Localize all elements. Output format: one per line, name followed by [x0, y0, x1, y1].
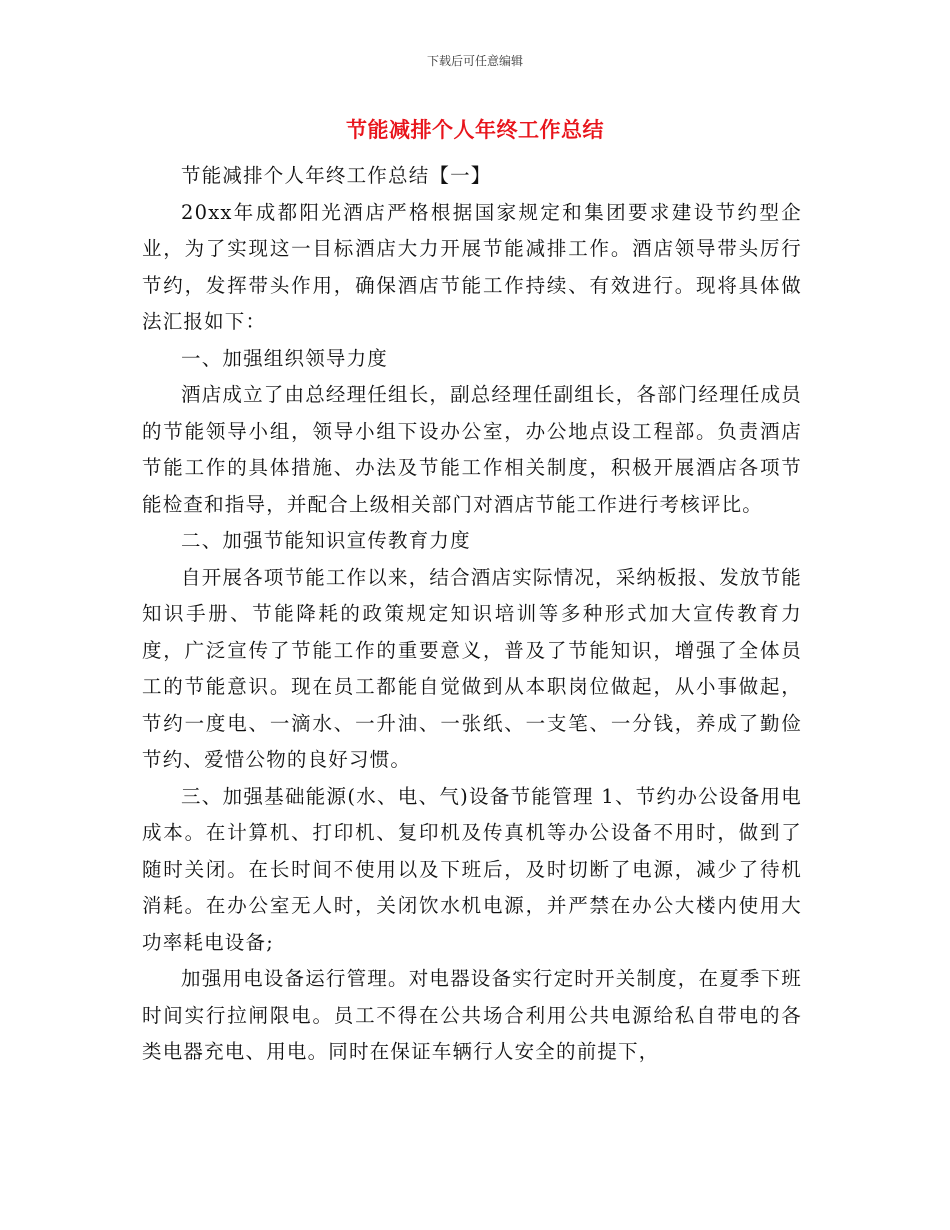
paragraph-power-management: 加强用电设备运行管理。对电器设备实行定时开关制度，在夏季下班时间实行拉闸限电。员工不得在公共场合利用公共电源给私自带电的各类电器充电、用电。同时在保证车辆行人安全的前提下， [142, 967, 803, 1063]
paragraph-intro: 20xx年成都阳光酒店严格根据国家规定和集团要求建设节约型企业，为了实现这一目标酒店大力开展节能减排工作。酒店领导带头厉行节约，发挥带头作用，确保酒店节能工作持续、有效进行。现将具体做法汇报如下： [142, 200, 802, 333]
document-title: 节能减排个人年终工作总结 [346, 118, 604, 142]
paragraph-heading-2: 二、加强节能知识宣传教育力度 [181, 529, 471, 552]
paragraph-heading-1: 一、加强组织领导力度 [181, 346, 389, 370]
paragraph-education: 自开展各项节能工作以来，结合酒店实际情况，采纳板报、发放节能知识手册、节能降耗的政策规定知识培训等多种形式加大宣传教育力度，广泛宣传了节能工作的重要意义，普及了节能知识，增强了全体员工的节能意识。现在员工都能自觉做到从本职岗位做起，从小事做起，节约一度电、一滴水、一升油、一张纸、一支笔、一分钱，养成了勤俭节约、爱惜公物的良好习惯。 [142, 565, 803, 771]
paragraph-leadership: 酒店成立了由总经理任组长，副总经理任副组长，各部门经理任成员的节能领导小组，领导小组下设办公室，办公地点设工程部。负责酒店节能工作的具体措施、办法及节能工作相关制度，积极开展酒店各项节能检查和指导，并配合上级相关部门对酒店节能工作进行考核评比。 [142, 383, 803, 516]
paragraph-heading-3-and-equipment: 三、加强基础能源(水、电、气)设备节能管理 1、节约办公设备用电成本。在计算机、打印机、复印机及传真机等办公设备不用时，做到了随时关闭。在长时间不使用以及下班后，及时切断了电源，减少了待机消耗。在办公室无人时，关闭饮水机电源，并严禁在办公大楼内使用大功率耗电设备; [142, 784, 802, 954]
paragraph-section-heading: 节能减排个人年终工作总结【一】 [181, 164, 492, 187]
header-note: 下载后可任意编辑 [426, 54, 523, 68]
document-body [142, 158, 802, 1071]
